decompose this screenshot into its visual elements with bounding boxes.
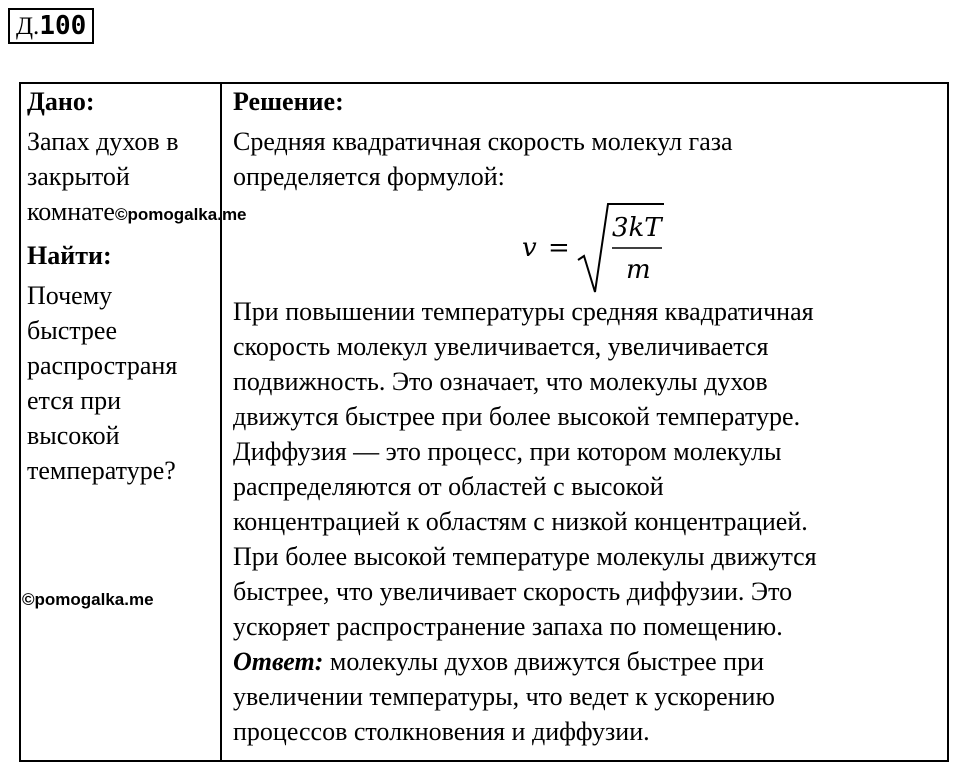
given-line: Запах духов в [27,127,179,156]
solution-line: подвижность. Это означает, что молекулы духов [233,367,768,396]
formula-denominator: m [626,255,651,285]
answer-line [233,644,939,679]
solution-body [233,294,939,749]
given-line-text: комнате [27,197,115,226]
solution-intro [233,124,939,194]
solution-line: При более высокой температуре молекулы движутся [233,542,817,571]
given-line: закрытой [27,162,130,191]
formula-equals: = [548,233,570,263]
find-line: ется при [27,386,122,415]
rms-speed-formula [233,194,939,294]
column-divider [220,82,222,762]
given-line [27,194,247,232]
solution-line: определяется формулой: [233,162,505,191]
given-find-column [27,84,247,488]
task-prefix: Д. [16,13,40,40]
find-line: быстрее [27,316,117,345]
given-heading: Дано: [27,87,95,116]
given-text [27,124,247,232]
find-line: температуре? [27,456,176,485]
find-line: Почему [27,281,113,310]
answer-text: молекулы духов движутся быстрее при [323,647,764,676]
watermark-left: ©pomogalka.me [22,590,154,609]
formula-numerator: 3kT [612,213,662,243]
solution-line: распределяются от областей с высокой [233,472,664,501]
task-number-label [8,8,94,44]
formula-lhs: v [522,233,537,263]
watermark-inline: ©pomogalka.me [114,205,247,224]
find-line: высокой [27,421,120,450]
solution-line: движутся быстрее при более высокой температуре. [233,402,801,431]
solution-line: ускоряет распространение запаха по помещению. [233,612,783,641]
find-heading: Найти: [27,241,112,270]
task-number: 100 [39,11,87,41]
solution-heading: Решение: [233,87,344,116]
solution-line: концентрацией к областям с низкой концентрацией. [233,507,808,536]
find-line: распространя [27,351,178,380]
answer-line: процессов столкновения и диффузии. [233,717,650,746]
solution-line: скорость молекул увеличивается, увеличивается [233,332,769,361]
formula-svg [518,196,678,296]
find-text [27,278,217,488]
solution-line: При повышении температуры средняя квадратичная [233,297,814,326]
answer-label: Ответ: [233,647,324,676]
answer-line: увеличении температуры, что ведет к ускорению [233,682,775,711]
solution-line: Диффузия — это процесс, при котором молекулы [233,437,782,466]
solution-line: быстрее, что увеличивает скорость диффузии. Это [233,577,793,606]
solution-column [233,84,939,749]
solution-line: Средняя квадратичная скорость молекул газа [233,127,733,156]
